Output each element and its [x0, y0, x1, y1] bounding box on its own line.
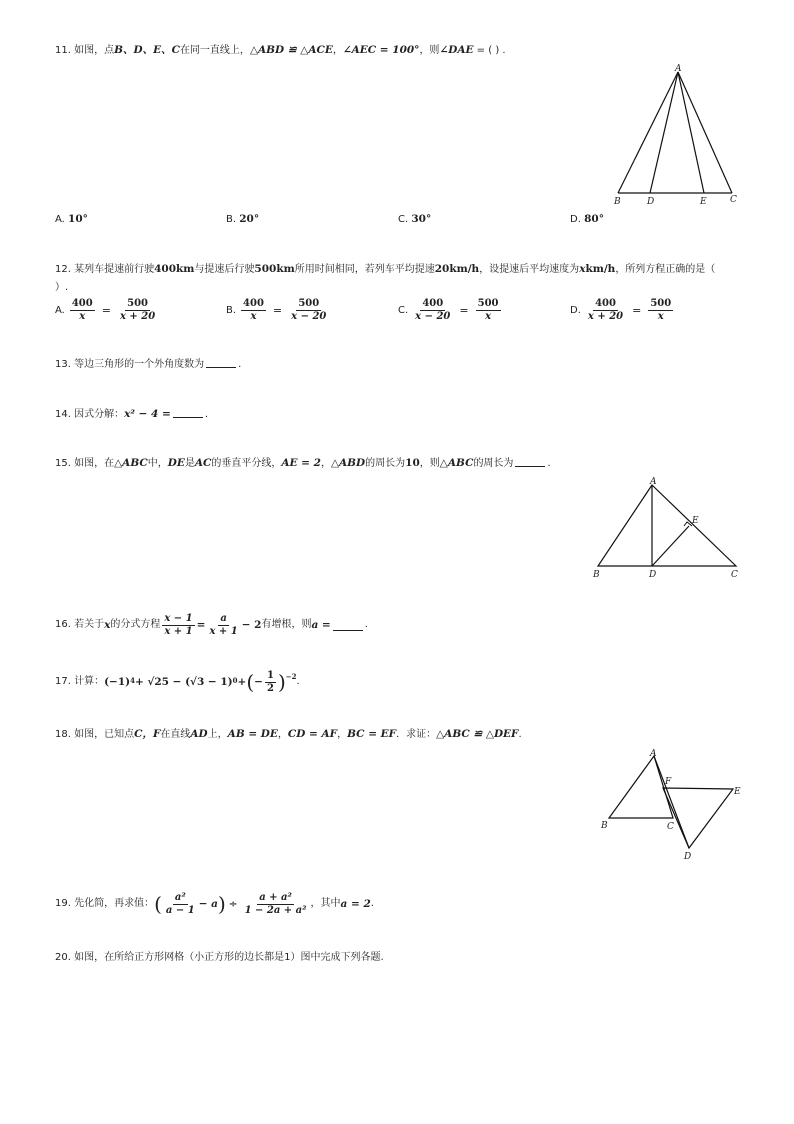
q12-stem: 12. 某列车提速前行驶400km与提速后行驶500km所用时间相同，若列车平均提速20km/h，设提速后平均速度为xkm/h，所列方程正确的是（	[55, 263, 716, 275]
q15-figure	[588, 474, 748, 582]
q15-stem: 15. 如图，在△ABC中，DE是AC的垂直平分线，AE = 2，△ABD的周长为10，则△ABC的周长为 .	[55, 457, 551, 469]
q15-label-d: D	[649, 570, 657, 580]
q14-answer-blank[interactable]	[173, 407, 203, 418]
q12-option-a: A. $\frac{400}{x}$ = $\frac{500}{x + 20}$	[55, 298, 156, 322]
q18-label-e: E	[734, 787, 741, 797]
q15-answer-blank[interactable]	[515, 456, 545, 467]
q11-option-c: C. 30°	[398, 213, 432, 225]
q14-stem: 14. 因式分解：x² − 4 = .	[55, 408, 209, 420]
q18-stem: 18. 如图，已知点C，F在直线AD上，AB = DE，CD = AF，BC = EF．求证：△ABC ≌ △DEF.	[55, 728, 522, 740]
q20-stem: 20. 如图，在所给正方形网格（小正方形的边长都是1）图中完成下列各题.	[55, 952, 384, 963]
q18-label-a: A	[650, 749, 657, 759]
q18-label-f: F	[665, 777, 672, 787]
q11-option-d: D. 80°	[570, 213, 604, 225]
q18-label-c: C	[667, 822, 674, 832]
q11-label-b: B	[614, 197, 621, 207]
q11-figure	[608, 62, 743, 210]
q11-label-c: C	[730, 195, 737, 205]
q17-stem: 17. 计算： (−1) 4 + √25 − (√3 − 1) 0 + ( − $\frac{1}{2}$ ) $^{-2}$ .	[55, 669, 300, 694]
q16-answer-blank[interactable]	[333, 620, 363, 631]
q15-label-b: B	[593, 570, 600, 580]
q12-option-d: D. $\frac{400}{x + 20}$ = $\frac{500}{x}$	[570, 298, 672, 322]
q15-label-e: E	[692, 516, 699, 526]
q11-option-a: A. 10°	[55, 213, 88, 225]
q12-option-c: C. $\frac{400}{x - 20}$ = $\frac{500}{x}$	[398, 298, 499, 322]
q18-label-b: B	[601, 821, 608, 831]
q13-stem: 13. 等边三角形的一个外角度数为 .	[55, 359, 242, 370]
q12-stem-cont: ）.	[55, 282, 69, 293]
q15-label-a: A	[650, 477, 657, 487]
q12-option-b: B. $\frac{400}{x}$ = $\frac{500}{x - 20}$	[226, 298, 327, 322]
q11-option-b: B. 20°	[226, 213, 260, 225]
q18-label-d: D	[684, 852, 692, 862]
q11-label-e: E	[700, 197, 707, 207]
q18-figure	[596, 747, 746, 865]
q15-label-c: C	[731, 570, 738, 580]
q13-answer-blank[interactable]	[206, 357, 236, 368]
q11-label-d: D	[647, 197, 655, 207]
q16-stem: 16. 若关于 x 的分式方程 $\frac{x - 1}{x + 1}$ = $\frac{a}{x + 1}$ − 2 有增根，则 a = .	[55, 612, 368, 637]
q11-stem: 11. 如图，点B、D、E、C在同一直线上，△ABD ≌ △ACE，∠AEC = 100°，则∠DAE = ( ) .	[55, 44, 506, 56]
q19-stem: 19. 先化简，再求值： ( $\frac{\text{a²}}{a - 1}$ − a ) ÷ $\frac{\text{a + a²}}{\text{1 − 2a + a²}}$ ，其中 a = 2 .	[55, 891, 374, 916]
q11-label-a: A	[675, 64, 682, 74]
